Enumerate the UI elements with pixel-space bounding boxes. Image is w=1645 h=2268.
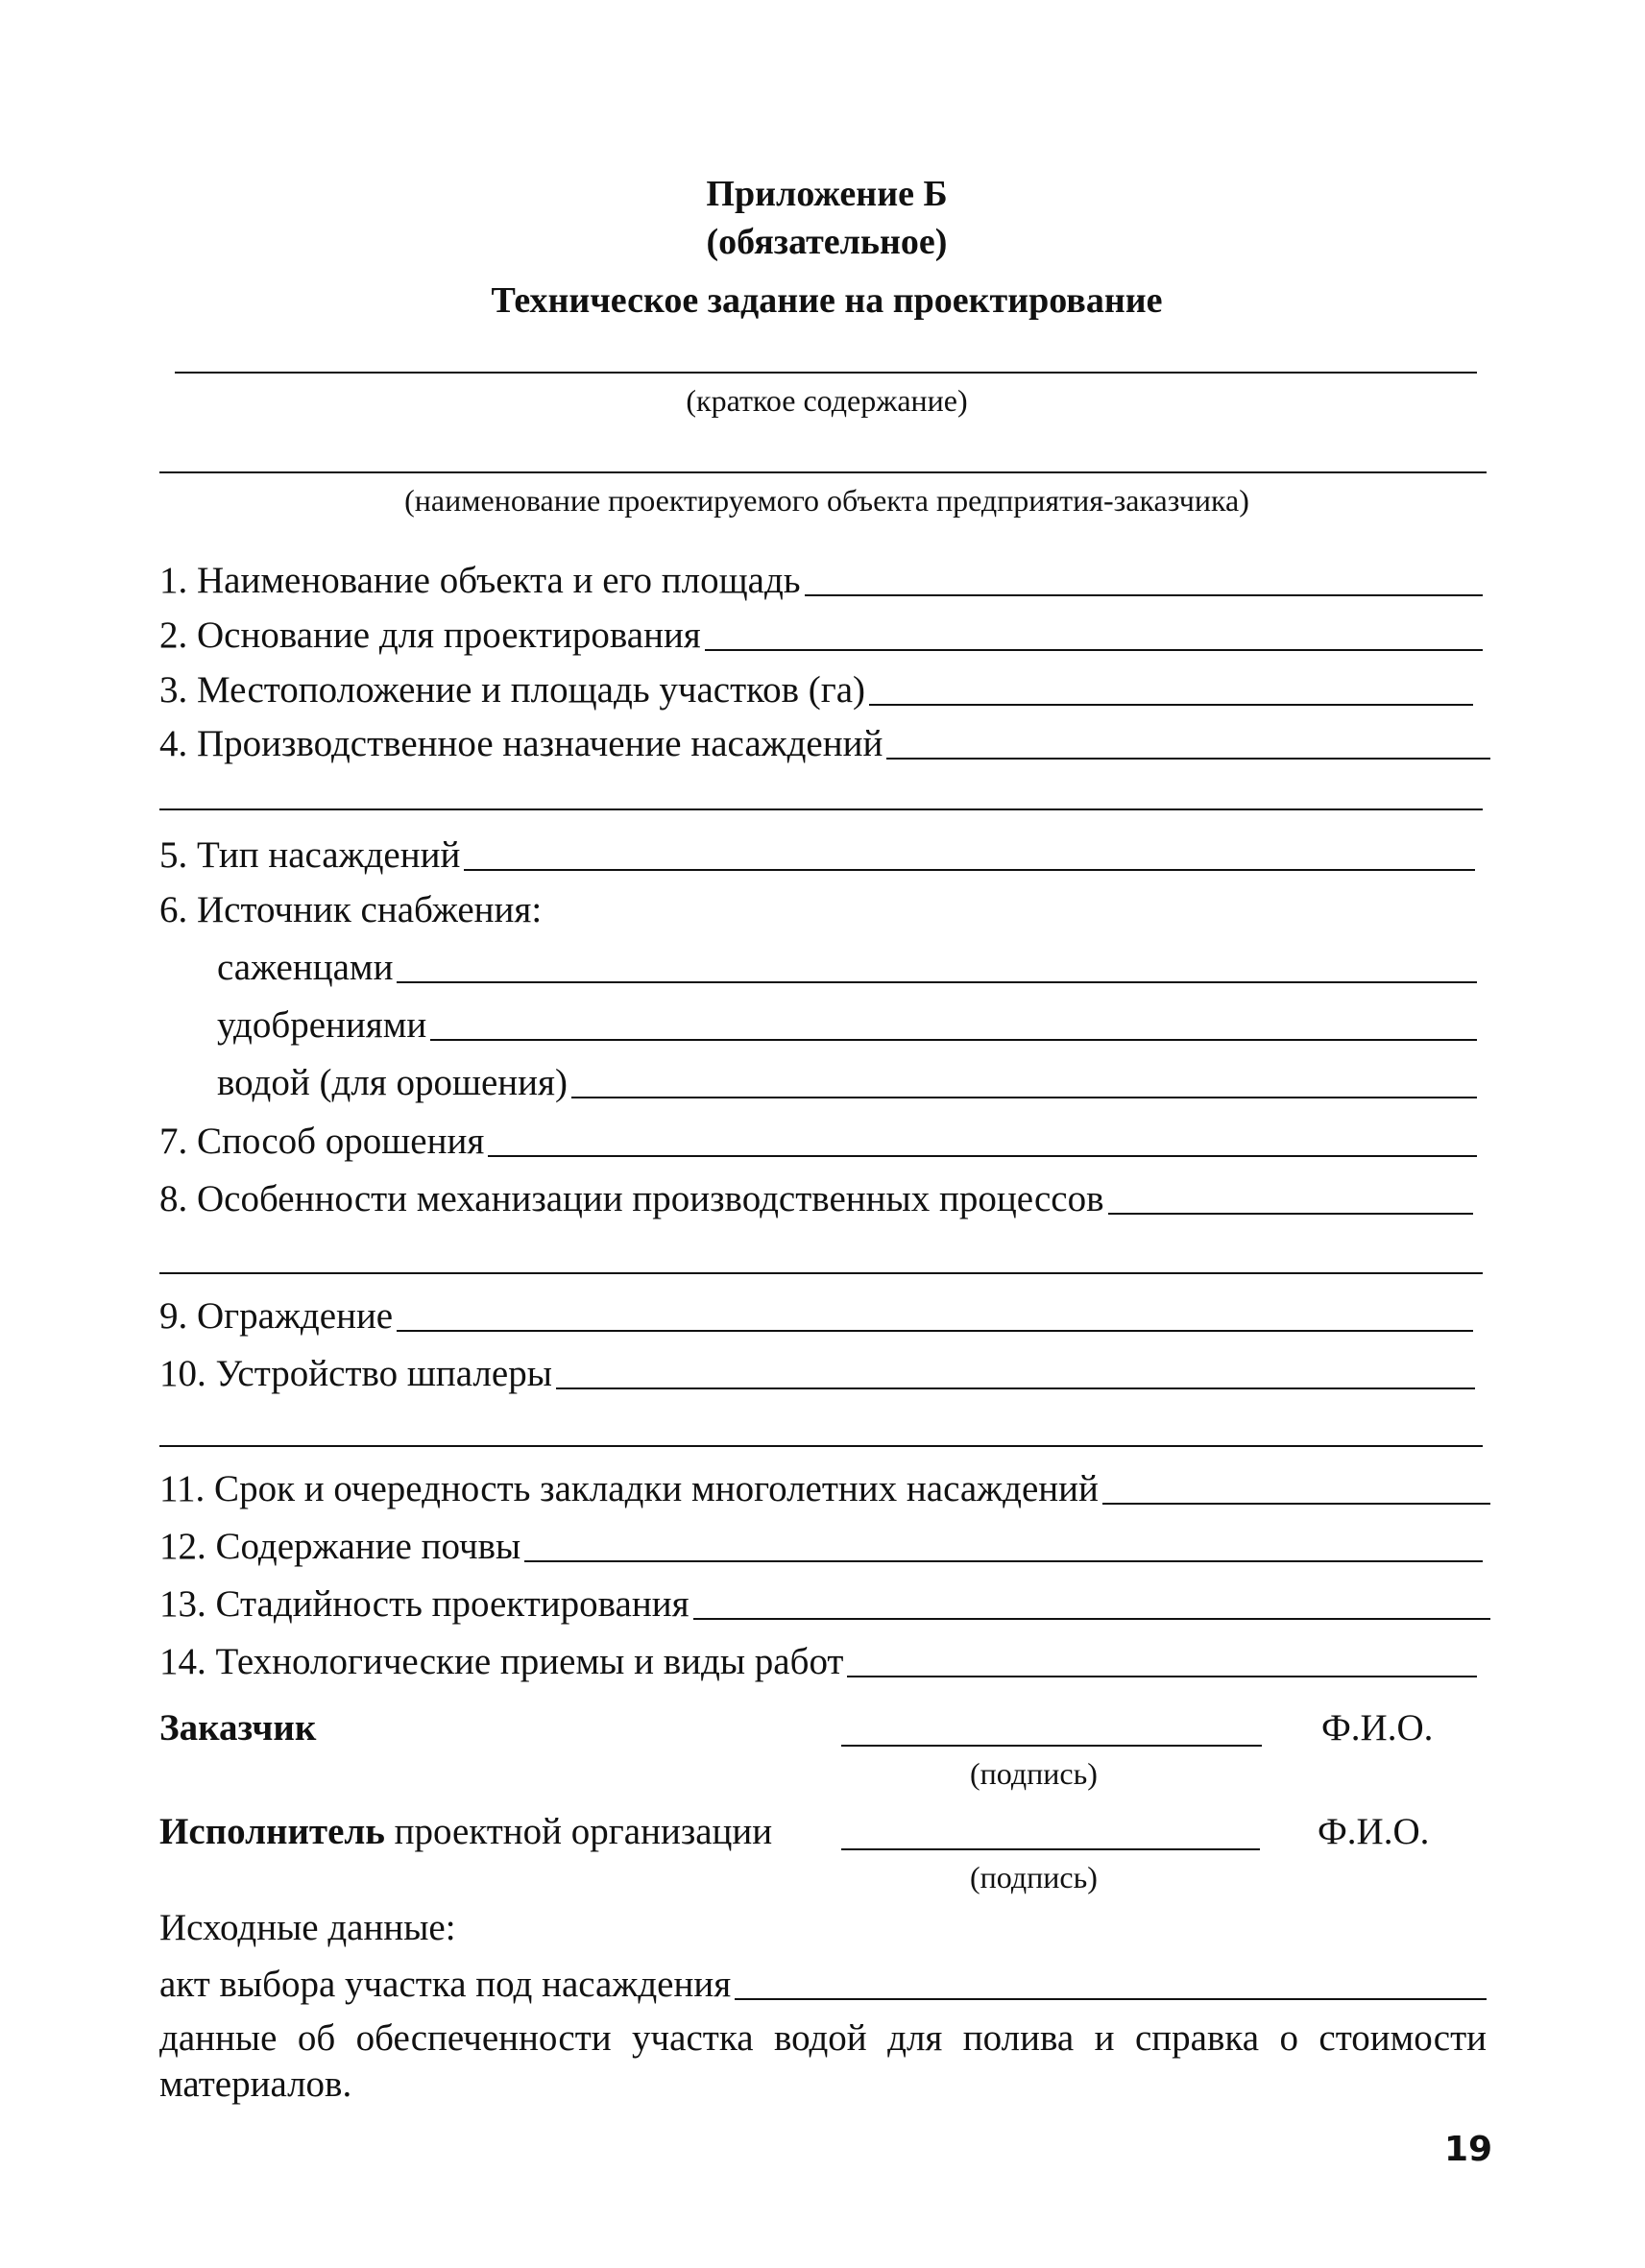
item-supply-seedlings (217, 946, 1477, 990)
object-name-caption: (наименование проектируемого объекта предприятия-заказчика) (404, 483, 1249, 518)
item-label: 14. Технологические приемы и виды работ (159, 1641, 844, 1682)
item-fill-line (524, 1560, 1483, 1562)
item-label: 8. Особенности механизации производственных процессов (159, 1178, 1104, 1219)
item-work-methods (159, 1640, 1477, 1684)
source-materials: материалов. (159, 2063, 352, 2105)
executor-label-rest: проектной организации (384, 1811, 773, 1852)
summary-caption: (краткое содержание) (686, 383, 968, 418)
item-label: 9. Ограждение (159, 1295, 394, 1337)
executor-fio: Ф.И.О. (1318, 1811, 1430, 1852)
item-fill-line (397, 1330, 1473, 1332)
item-mechanization (159, 1177, 1473, 1221)
item-object-area (159, 559, 1483, 603)
executor-signature-line (841, 1848, 1260, 1850)
item-fill-line (488, 1155, 1477, 1157)
item-fill-line (735, 1998, 1487, 2000)
summary-line (175, 372, 1477, 374)
item-fill-line (705, 649, 1483, 651)
item-purpose-extra-line (159, 808, 1483, 810)
item-design-stages (159, 1582, 1490, 1627)
item-fill-line (1108, 1213, 1473, 1215)
item-label: 11. Срок и очередность закладки многолетних насаждений (159, 1468, 1099, 1509)
customer-signature-line (841, 1745, 1262, 1747)
source-water-info: данные об обеспеченности участка водой для полива и справка о стоимости (159, 2017, 1487, 2059)
item-fill-line (1102, 1503, 1490, 1505)
item-fill-line (805, 594, 1483, 596)
item-fill-line (571, 1097, 1477, 1098)
item-supply-water (217, 1061, 1477, 1105)
item-label: 7. Способ орошения (159, 1121, 485, 1162)
executor-signature-caption: (подпись) (970, 1860, 1098, 1894)
customer-signature-caption: (подпись) (970, 1756, 1098, 1791)
item-label: 10. Устройство шпалеры (159, 1353, 552, 1394)
page-number: 19 (1444, 2130, 1493, 2169)
item-label: 1. Наименование объекта и его площадь (159, 560, 801, 601)
item-plant-type (159, 833, 1475, 878)
item-fill-line (693, 1618, 1490, 1620)
customer-fio: Ф.И.О. (1321, 1707, 1434, 1749)
item-fill-line (869, 704, 1473, 706)
item-fill-line (847, 1676, 1477, 1677)
item-fill-line (397, 981, 1477, 983)
appendix-status: (обязательное) (706, 222, 948, 262)
source-data-heading: Исходные данные: (159, 1907, 456, 1948)
item-label: удобрениями (217, 1004, 427, 1046)
item-fill-line (556, 1387, 1475, 1389)
item-location (159, 668, 1473, 712)
item-label: 3. Местоположение и площадь участков (га) (159, 669, 866, 711)
item-fill-line (430, 1039, 1477, 1041)
item-supply-fertilizers (217, 1003, 1477, 1048)
item-label: 13. Стадийность проектирования (159, 1583, 689, 1625)
appendix-heading: Приложение Б (706, 174, 948, 214)
item-mechanization-extra-line (159, 1272, 1483, 1274)
source-site-act (159, 1963, 1487, 2007)
object-name-line (159, 471, 1487, 473)
item-design-basis (159, 614, 1483, 658)
item-soil-maintenance (159, 1525, 1483, 1569)
executor-label-bold: Исполнитель (159, 1811, 385, 1852)
item-fill-line (886, 758, 1490, 760)
customer-label: Заказчик (159, 1707, 317, 1749)
item-irrigation-method (159, 1120, 1477, 1164)
item-label: саженцами (217, 947, 394, 988)
executor-label (159, 1810, 772, 1854)
item-label: 2. Основание для проектирования (159, 615, 701, 656)
item-supply-source: 6. Источник снабжения: (159, 889, 543, 930)
item-trellis (159, 1352, 1475, 1396)
item-purpose (159, 722, 1490, 766)
item-fill-line (464, 869, 1475, 871)
item-trellis-extra-line (159, 1445, 1483, 1447)
item-label: 4. Производственное назначение насаждений (159, 723, 883, 764)
item-label: водой (для орошения) (217, 1062, 568, 1103)
item-fencing (159, 1294, 1473, 1339)
item-planting-schedule (159, 1467, 1490, 1511)
item-label: 5. Тип насаждений (159, 834, 461, 876)
page-title: Техническое задание на проектирование (491, 280, 1163, 321)
item-label: 12. Содержание почвы (159, 1526, 521, 1567)
item-label: акт выбора участка под насаждения (159, 1964, 732, 2005)
